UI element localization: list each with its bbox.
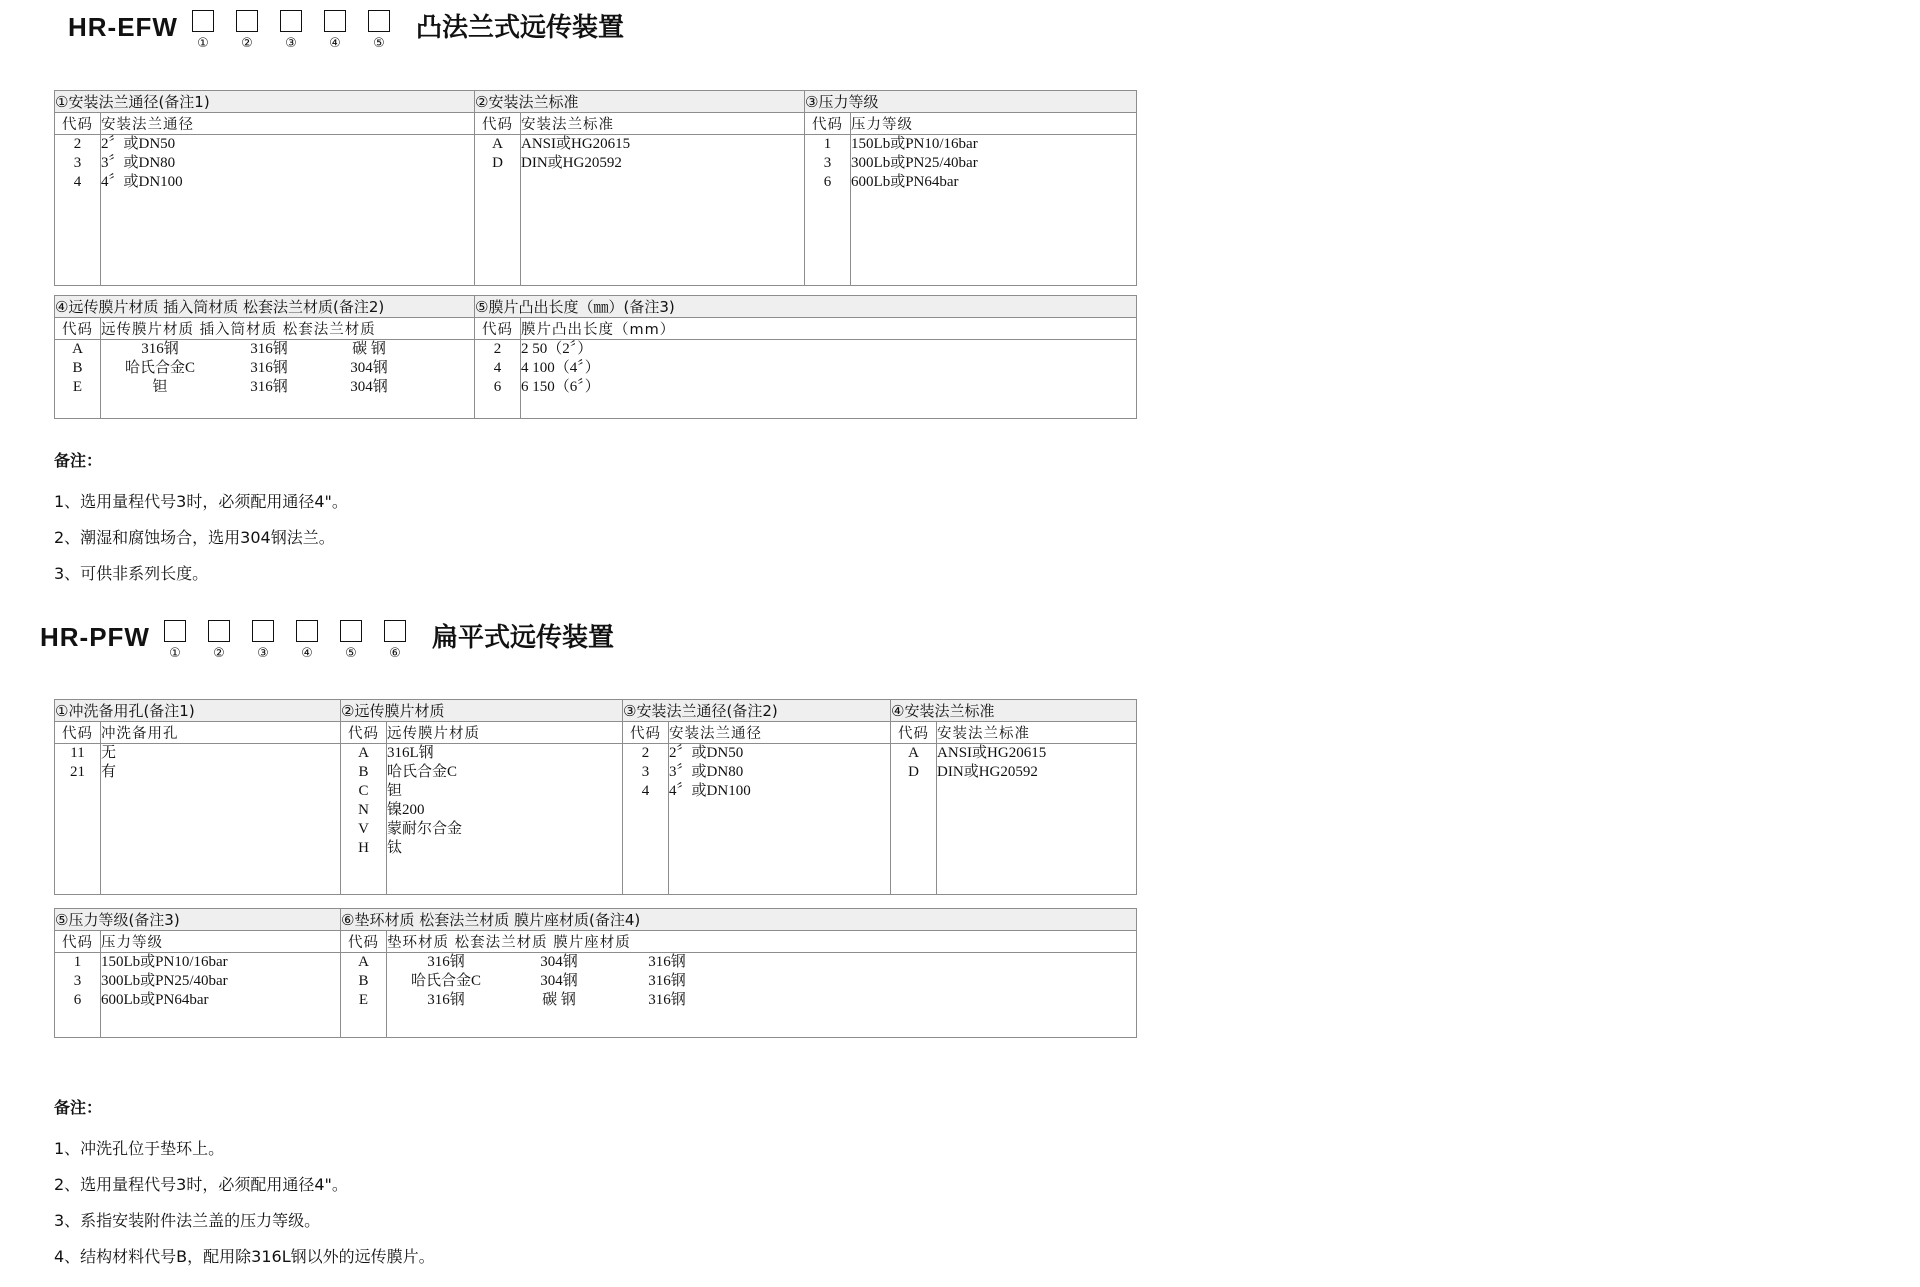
desc-value: 2 50（2〞） bbox=[521, 341, 593, 357]
material-flange: 304钢 bbox=[540, 954, 578, 970]
desc-value: 150Lb或PN10/16bar bbox=[851, 136, 978, 152]
slot-number: ⑥ bbox=[389, 646, 401, 661]
section-heading: ②远传膜片材质 bbox=[341, 700, 623, 722]
slot-number: ⑤ bbox=[373, 36, 385, 51]
slot-6 bbox=[384, 620, 406, 661]
material-diaphragm: 哈氏合金C bbox=[124, 360, 195, 376]
desc-value: 无 bbox=[101, 745, 117, 761]
desc-value: 3〞或DN80 bbox=[669, 764, 744, 780]
desc-value: 300Lb或PN25/40bar bbox=[851, 155, 978, 171]
model-code-header-efw bbox=[68, 10, 624, 51]
slot-number: ③ bbox=[257, 646, 269, 661]
note-item: 4、结构材料代号B，配用除316L钢以外的远传膜片。 bbox=[54, 1247, 435, 1266]
slot-4 bbox=[324, 10, 346, 51]
code-value: 2 bbox=[493, 341, 502, 357]
desc-cell-group bbox=[521, 135, 805, 286]
code-value: 11 bbox=[70, 745, 85, 761]
table-subheader-row bbox=[55, 931, 1137, 953]
column-header-code: 代码 bbox=[55, 931, 101, 953]
code-value: 6 bbox=[823, 174, 832, 190]
column-header-desc: 冲洗备用孔 bbox=[101, 722, 341, 744]
section-heading: ④远传膜片材质 插入筒材质 松套法兰材质(备注2) bbox=[55, 296, 475, 318]
slot-number: ④ bbox=[329, 36, 341, 51]
model-name-pfw: HR-PFW bbox=[40, 622, 150, 652]
desc-value: DIN或HG20592 bbox=[521, 155, 622, 171]
code-value: 3 bbox=[641, 764, 650, 780]
section-heading: ⑤压力等级(备注3) bbox=[55, 909, 341, 931]
material-insert-tube: 316钢 bbox=[250, 379, 288, 395]
column-header-code: 代码 bbox=[805, 113, 851, 135]
model-description-pfw: 扁平式远传装置 bbox=[431, 622, 614, 652]
material-row bbox=[387, 972, 1136, 991]
section-heading: ①安装法兰通径(备注1) bbox=[55, 91, 475, 113]
code-cell-group bbox=[623, 744, 669, 895]
slot-number: ② bbox=[213, 646, 225, 661]
code-value: B bbox=[358, 973, 369, 989]
material-row bbox=[387, 953, 1136, 972]
material-row bbox=[387, 991, 1136, 1010]
code-value: 21 bbox=[70, 764, 85, 780]
table-body-row bbox=[55, 340, 1137, 419]
column-header-desc: 膜片凸出长度（mm） bbox=[521, 318, 1137, 340]
slot-4 bbox=[296, 620, 318, 661]
slot-number: ① bbox=[197, 36, 209, 51]
material-row bbox=[101, 340, 474, 359]
column-header-desc: 安装法兰标准 bbox=[937, 722, 1137, 744]
table-heading-row bbox=[55, 296, 1137, 318]
slot-2 bbox=[236, 10, 258, 51]
code-value: 6 bbox=[493, 379, 502, 395]
material-diaphragm: 316钢 bbox=[141, 341, 179, 357]
code-value: A bbox=[72, 341, 83, 357]
code-cell-group bbox=[475, 135, 521, 286]
material-cell-group bbox=[101, 340, 475, 419]
code-cell-group bbox=[805, 135, 851, 286]
code-value: 3 bbox=[73, 973, 82, 989]
model-description-efw: 凸法兰式远传装置 bbox=[415, 12, 624, 42]
column-header-desc: 远传膜片材质 插入筒材质 松套法兰材质 bbox=[101, 318, 475, 340]
table-body-row bbox=[55, 744, 1137, 895]
code-value: E bbox=[358, 992, 369, 1008]
table-heading-row bbox=[55, 909, 1137, 931]
material-flange: 304钢 bbox=[350, 379, 388, 395]
material-diaphragm-seat: 316钢 bbox=[648, 992, 686, 1008]
table-heading-row bbox=[55, 91, 1137, 113]
column-header-desc: 压力等级 bbox=[851, 113, 1137, 135]
material-cell-group bbox=[387, 953, 1137, 1038]
code-value: A bbox=[908, 745, 919, 761]
desc-cell-group bbox=[521, 340, 1137, 419]
desc-value: 3〞或DN80 bbox=[101, 155, 176, 171]
slot-group-efw bbox=[192, 10, 412, 51]
code-value: N bbox=[358, 802, 369, 818]
code-value: A bbox=[358, 954, 369, 970]
slot-number: ④ bbox=[301, 646, 313, 661]
material-flange: 碳 钢 bbox=[542, 992, 576, 1008]
material-row bbox=[101, 378, 474, 397]
desc-cell-group bbox=[101, 953, 341, 1038]
code-value: B bbox=[358, 764, 369, 780]
code-value: H bbox=[358, 840, 369, 856]
desc-value: 哈氏合金C bbox=[387, 764, 458, 780]
slot-5 bbox=[368, 10, 390, 51]
desc-value: 6 150（6〞） bbox=[521, 379, 600, 395]
spec-table-pfw-row2 bbox=[54, 908, 1137, 1038]
desc-value: 钽 bbox=[387, 783, 403, 799]
slot-number: ② bbox=[241, 36, 253, 51]
note-item: 3、系指安装附件法兰盖的压力等级。 bbox=[54, 1211, 321, 1230]
column-header-desc: 远传膜片材质 bbox=[387, 722, 623, 744]
spec-table-pfw-row1 bbox=[54, 699, 1137, 895]
desc-value: 600Lb或PN64bar bbox=[851, 174, 959, 190]
slot-box[interactable] bbox=[252, 620, 274, 642]
column-header-code: 代码 bbox=[341, 931, 387, 953]
table-subheader-row bbox=[55, 318, 1137, 340]
column-header-code: 代码 bbox=[891, 722, 937, 744]
column-header-desc: 垫环材质 松套法兰材质 膜片座材质 bbox=[387, 931, 1137, 953]
code-value: A bbox=[492, 136, 503, 152]
note-item: 1、选用量程代号3时，必须配用通径4"。 bbox=[54, 492, 348, 511]
slot-box[interactable] bbox=[164, 620, 186, 642]
code-value: 4 bbox=[641, 783, 650, 799]
code-value: 4 bbox=[73, 174, 82, 190]
desc-value: 钛 bbox=[387, 840, 403, 856]
column-header-code: 代码 bbox=[623, 722, 669, 744]
desc-value: 镍200 bbox=[387, 802, 425, 818]
desc-cell-group bbox=[101, 135, 475, 286]
desc-value: DIN或HG20592 bbox=[937, 764, 1038, 780]
code-value: 2 bbox=[73, 136, 82, 152]
code-cell-group bbox=[55, 953, 101, 1038]
code-cell-group bbox=[55, 135, 101, 286]
code-cell-group bbox=[341, 953, 387, 1038]
column-header-desc: 压力等级 bbox=[101, 931, 341, 953]
desc-value: 300Lb或PN25/40bar bbox=[101, 973, 228, 989]
desc-value: 316L钢 bbox=[387, 745, 434, 761]
column-header-code: 代码 bbox=[55, 113, 101, 135]
material-diaphragm-seat: 316钢 bbox=[648, 973, 686, 989]
code-value: D bbox=[492, 155, 503, 171]
table-heading-row bbox=[55, 700, 1137, 722]
slot-1 bbox=[192, 10, 214, 51]
column-header-code: 代码 bbox=[475, 318, 521, 340]
notes-title: 备注： bbox=[54, 451, 103, 470]
code-value: B bbox=[72, 360, 83, 376]
slot-box[interactable] bbox=[280, 10, 302, 32]
slot-number: ③ bbox=[285, 36, 297, 51]
slot-box[interactable] bbox=[192, 10, 214, 32]
desc-cell-group bbox=[669, 744, 891, 895]
section-heading: ④安装法兰标准 bbox=[891, 700, 1137, 722]
notes-efw bbox=[54, 448, 348, 592]
code-cell-group bbox=[475, 340, 521, 419]
column-header-code: 代码 bbox=[55, 722, 101, 744]
section-heading: ⑥垫环材质 松套法兰材质 膜片座材质(备注4) bbox=[341, 909, 1137, 931]
column-header-desc: 安装法兰通径 bbox=[669, 722, 891, 744]
slot-group-pfw bbox=[164, 620, 428, 661]
code-value: C bbox=[358, 783, 369, 799]
table-body-row bbox=[55, 953, 1137, 1038]
slot-3 bbox=[280, 10, 302, 51]
code-cell-group bbox=[341, 744, 387, 895]
desc-value: 600Lb或PN64bar bbox=[101, 992, 209, 1008]
material-row bbox=[101, 359, 474, 378]
spec-table-efw-row2 bbox=[54, 295, 1137, 419]
desc-value: 2〞或DN50 bbox=[669, 745, 744, 761]
code-value: 1 bbox=[823, 136, 832, 152]
desc-value: 蒙耐尔合金 bbox=[387, 821, 463, 837]
material-gasket-ring: 哈氏合金C bbox=[411, 973, 482, 989]
note-item: 2、选用量程代号3时，必须配用通径4"。 bbox=[54, 1175, 348, 1194]
desc-value: 150Lb或PN10/16bar bbox=[101, 954, 228, 970]
desc-cell-group bbox=[387, 744, 623, 895]
model-code-header-pfw bbox=[40, 620, 614, 661]
code-value: 4 bbox=[493, 360, 502, 376]
code-value: 6 bbox=[73, 992, 82, 1008]
material-insert-tube: 316钢 bbox=[250, 360, 288, 376]
code-value: D bbox=[908, 764, 919, 780]
desc-cell-group bbox=[101, 744, 341, 895]
column-header-code: 代码 bbox=[55, 318, 101, 340]
column-header-desc: 安装法兰通径 bbox=[101, 113, 475, 135]
slot-number: ① bbox=[169, 646, 181, 661]
section-heading: ⑤膜片凸出长度（㎜）(备注3) bbox=[475, 296, 1137, 318]
column-header-desc: 安装法兰标准 bbox=[521, 113, 805, 135]
note-item: 3、可供非系列长度。 bbox=[54, 564, 209, 583]
slot-box[interactable] bbox=[368, 10, 390, 32]
material-insert-tube: 316钢 bbox=[250, 341, 288, 357]
code-cell-group bbox=[55, 340, 101, 419]
material-diaphragm: 钽 bbox=[152, 379, 168, 395]
column-header-code: 代码 bbox=[475, 113, 521, 135]
code-value: 2 bbox=[641, 745, 650, 761]
slot-box[interactable] bbox=[296, 620, 318, 642]
desc-cell-group bbox=[937, 744, 1137, 895]
slot-box[interactable] bbox=[384, 620, 406, 642]
desc-value: 4〞或DN100 bbox=[101, 174, 183, 190]
table-subheader-row bbox=[55, 722, 1137, 744]
slot-box[interactable] bbox=[324, 10, 346, 32]
section-heading: ③安装法兰通径(备注2) bbox=[623, 700, 891, 722]
code-cell-group bbox=[891, 744, 937, 895]
code-value: 1 bbox=[73, 954, 82, 970]
slot-box[interactable] bbox=[340, 620, 362, 642]
material-flange: 碳 钢 bbox=[352, 341, 386, 357]
material-flange: 304钢 bbox=[540, 973, 578, 989]
slot-box[interactable] bbox=[236, 10, 258, 32]
slot-1 bbox=[164, 620, 186, 661]
desc-value: ANSI或HG20615 bbox=[937, 745, 1047, 761]
section-heading: ③压力等级 bbox=[805, 91, 1137, 113]
column-header-code: 代码 bbox=[341, 722, 387, 744]
slot-3 bbox=[252, 620, 274, 661]
slot-box[interactable] bbox=[208, 620, 230, 642]
desc-value: 4〞或DN100 bbox=[669, 783, 751, 799]
code-value: 3 bbox=[73, 155, 82, 171]
table-body-row bbox=[55, 135, 1137, 286]
code-cell-group bbox=[55, 744, 101, 895]
notes-title: 备注： bbox=[54, 1098, 103, 1117]
note-item: 1、冲洗孔位于垫环上。 bbox=[54, 1139, 225, 1158]
desc-value: ANSI或HG20615 bbox=[521, 136, 631, 152]
desc-value: 4 100（4〞） bbox=[521, 360, 600, 376]
slot-2 bbox=[208, 620, 230, 661]
section-heading: ①冲洗备用孔(备注1) bbox=[55, 700, 341, 722]
note-item: 2、潮湿和腐蚀场合，选用304钢法兰。 bbox=[54, 528, 335, 547]
section-heading: ②安装法兰标准 bbox=[475, 91, 805, 113]
code-value: 3 bbox=[823, 155, 832, 171]
spec-table-efw-row1 bbox=[54, 90, 1137, 286]
code-value: A bbox=[358, 745, 369, 761]
material-flange: 304钢 bbox=[350, 360, 388, 376]
desc-value: 有 bbox=[101, 764, 117, 780]
notes-pfw bbox=[54, 1095, 435, 1275]
model-name-efw: HR-EFW bbox=[68, 12, 178, 42]
desc-cell-group bbox=[851, 135, 1137, 286]
code-value: V bbox=[358, 821, 369, 837]
table-subheader-row bbox=[55, 113, 1137, 135]
code-value: E bbox=[72, 379, 83, 395]
slot-5 bbox=[340, 620, 362, 661]
material-gasket-ring: 316钢 bbox=[427, 992, 465, 1008]
material-gasket-ring: 316钢 bbox=[427, 954, 465, 970]
slot-number: ⑤ bbox=[345, 646, 357, 661]
material-diaphragm-seat: 316钢 bbox=[648, 954, 686, 970]
desc-value: 2〞或DN50 bbox=[101, 136, 176, 152]
